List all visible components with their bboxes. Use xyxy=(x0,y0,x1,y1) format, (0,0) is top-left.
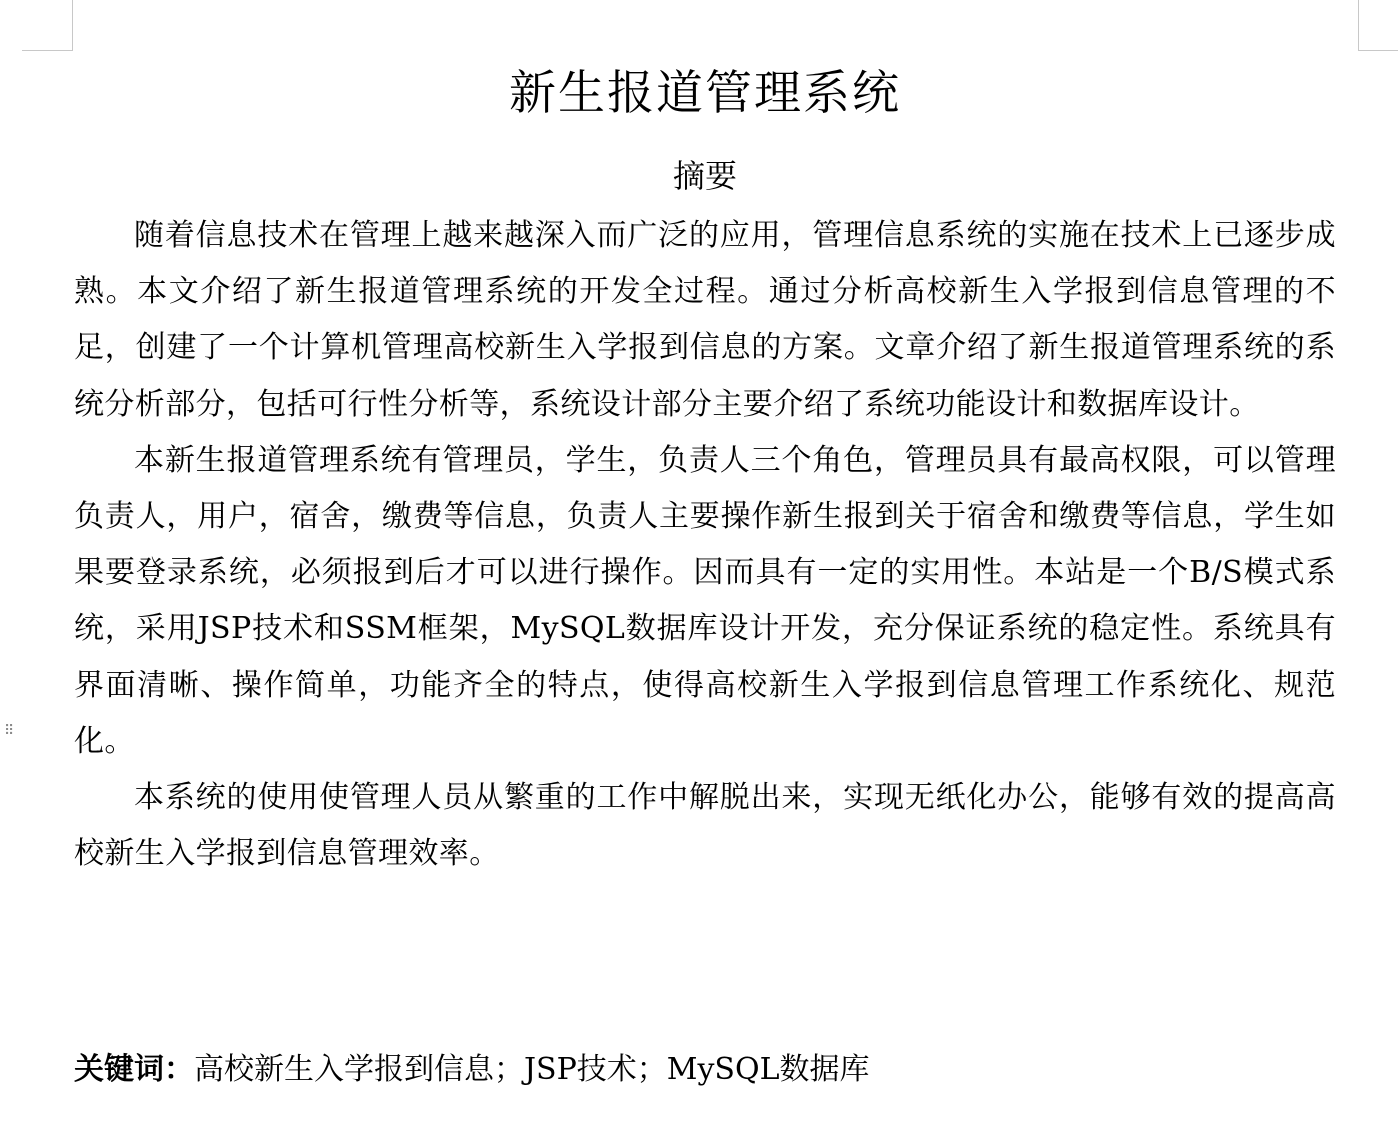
abstract-paragraph: 随着信息技术在管理上越来越深入而广泛的应用，管理信息系统的实施在技术上已逐步成熟。本文介绍了新生报道管理系统的开发全过程。通过分析高校新生入学报到信息管理的不足，创建了一个计算机管理高校新生入学报到信息的方案。文章介绍了新生报道管理系统的系统分析部分，包括可行性分析等，系统设计部分主要介绍了系统功能设计和数据库设计。 xyxy=(74,218,1336,422)
page-corner-mark-top-right xyxy=(1358,0,1398,51)
abstract-heading: 摘要 xyxy=(672,157,737,195)
abstract-body[interactable] xyxy=(74,208,1336,882)
document-title: 新生报道管理系统 xyxy=(509,66,901,121)
keywords-text: 高校新生入学报到信息；JSP技术；MySQL数据库 xyxy=(194,1052,870,1087)
keywords-label: 关键词： xyxy=(74,1052,194,1087)
page-corner-mark-top-left xyxy=(22,0,73,51)
abstract-paragraph: 本系统的使用使管理人员从繁重的工作中解脱出来，实现无纸化办公，能够有效的提高高校新生入学报到信息管理效率。 xyxy=(74,780,1336,872)
abstract-paragraph: 本新生报道管理系统有管理员，学生，负责人三个角色，管理员具有最高权限，可以管理负责人，用户，宿舍，缴费等信息，负责人主要操作新生报到关于宿舍和缴费等信息，学生如果要登录系统，必须报到后才可以进行操作。因而具有一定的实用性。本站是一个B/S模式系统，采用JSP技术和SSM框架，MySQL数据库设计开发，充分保证系统的稳定性。系统具有界面清晰、操作简单，功能齐全的特点，使得高校新生入学报到信息管理工作系统化、规范化。 xyxy=(74,442,1336,759)
drag-handle-icon[interactable]: ⠿ xyxy=(4,723,15,739)
keywords-line xyxy=(74,1042,1336,1098)
